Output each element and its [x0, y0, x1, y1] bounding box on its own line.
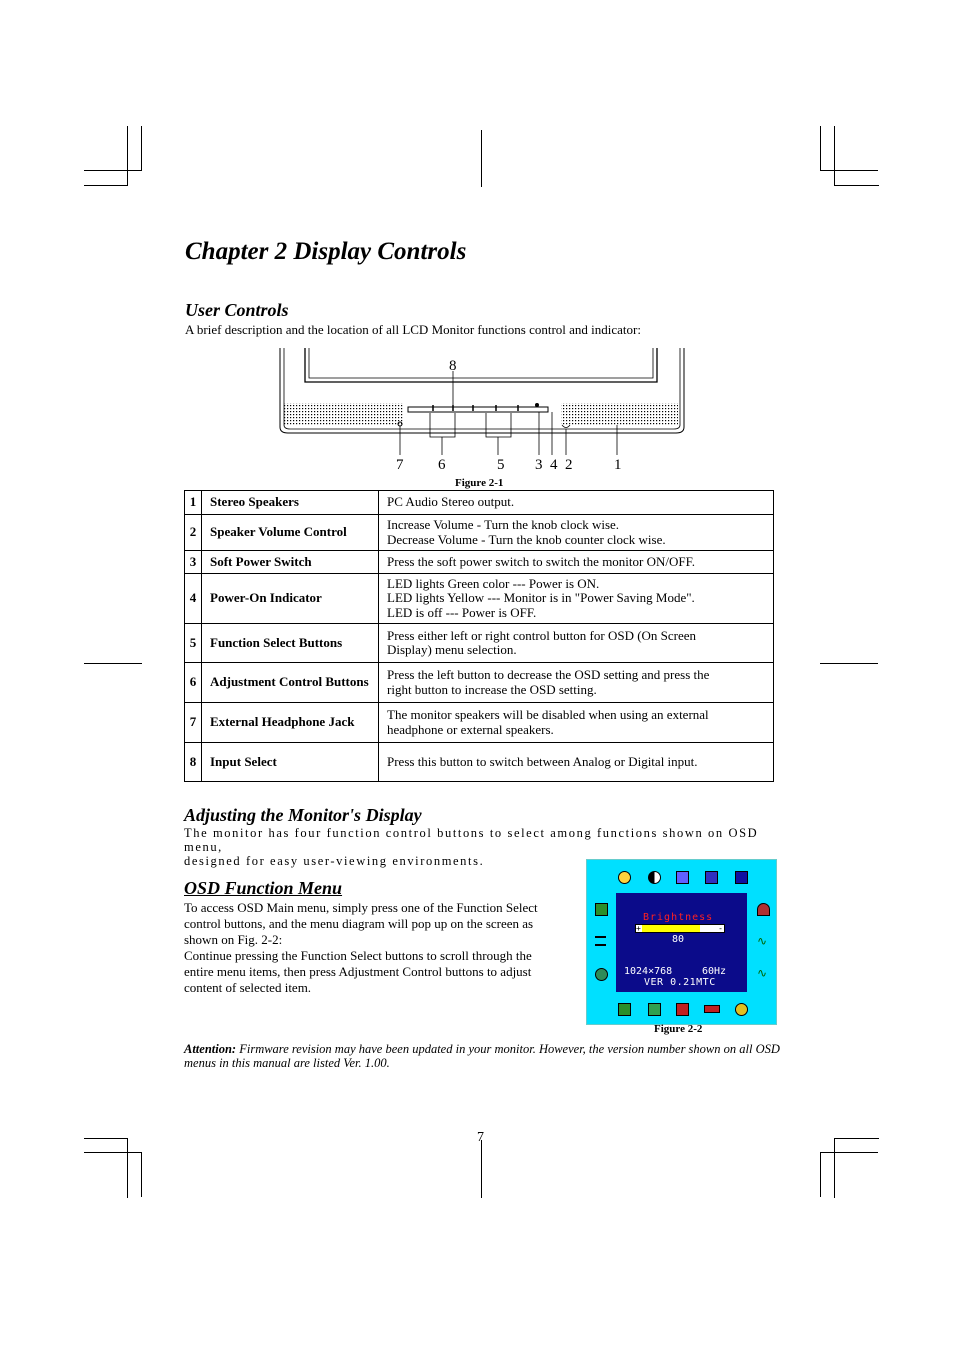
chapter-title: Chapter 2 Display Controls: [185, 238, 467, 265]
user-controls-intro: A brief description and the location of all LCD Monitor functions control and indicator:: [185, 322, 641, 337]
osd-level-bar: [635, 924, 725, 933]
table-row: 5 Function Select Buttons Press either left or right control button for OSD (On Screen Display) menu selection.: [185, 624, 774, 663]
controls-table: [184, 490, 774, 782]
attention-text: Firmware revision may have been updated in your monitor. However, the version number shown on all OSD menus in this manual are listed Ver. 1.00.: [184, 1042, 780, 1070]
callout-7: 7: [396, 457, 404, 473]
table-row: 2 Speaker Volume Control Increase Volume - Turn the knob clock wise. Decrease Volume - Turn the knob counter clock wise.: [185, 515, 774, 551]
adjusting-text: The monitor has four function control buttons to select among functions shown on OSD menu, designed for easy user-viewing environments.: [184, 826, 759, 868]
phase-icon: [595, 936, 606, 946]
callout-1: 1: [614, 457, 622, 473]
monitor-front-panel-diagram: [278, 345, 686, 477]
osd-version: VER 0.21MTC: [644, 977, 716, 988]
callout-3: 3: [535, 457, 543, 473]
osd-screen: [616, 893, 747, 992]
callout-5: 5: [497, 457, 505, 473]
volume-up-icon: ∿: [757, 934, 768, 948]
table-row: 7 External Headphone Jack The monitor speakers will be disabled when using an external headphone or external speakers.: [185, 703, 774, 743]
osd-menu-figure: [586, 859, 777, 1025]
contrast-icon: [648, 871, 661, 884]
osd-resolution: 1024×768: [624, 966, 673, 977]
table-row: 8 Input Select Press this button to switch between Analog or Digital input.: [185, 743, 774, 782]
osd-menu-heading: OSD Function Menu: [184, 878, 343, 898]
attention-label: Attention:: [184, 1042, 237, 1056]
figure-2-2-caption: Figure 2-2: [654, 1023, 703, 1035]
language-icon: [595, 968, 608, 981]
auto-adjust-icon: [595, 903, 608, 916]
callout-6: 6: [438, 457, 446, 473]
osd-level-fill: [642, 925, 700, 932]
user-controls-heading: User Controls: [185, 300, 289, 320]
adjusting-heading: Adjusting the Monitor's Display: [184, 805, 422, 825]
v-position-icon: [705, 871, 718, 884]
color-icon: [757, 903, 770, 916]
osd-value: 80: [672, 934, 685, 945]
figure-2-1-caption: Figure 2-1: [455, 477, 504, 489]
osd-plus-sign: +: [636, 924, 641, 933]
osd-menu-text: To access OSD Main menu, simply press one of the Function Select control buttons, and the menu diagram will pop up on the screen as shown on Fig. 2-2: Continue pressing the Function Select buttons to scroll through the entire menu items, then press Adjustment Control buttons to adjust content of selected item.: [184, 900, 538, 995]
exit-icon: [735, 1003, 748, 1016]
attention-note: [184, 1042, 784, 1070]
osd-position-icon: [648, 1003, 661, 1016]
callout-4: 4: [550, 457, 558, 473]
volume-down-icon: ∿: [757, 966, 768, 980]
h-position-icon: [676, 871, 689, 884]
input-select-icon: [676, 1003, 689, 1016]
table-row: 6 Adjustment Control Buttons Press the left button to decrease the OSD setting and press the right button to increase the OSD setting.: [185, 663, 774, 703]
recall-icon: [618, 1003, 631, 1016]
osd-frequency: 60Hz: [702, 966, 727, 977]
table-row: 4 Power-On Indicator LED lights Green color --- Power is ON. LED lights Yellow --- Monitor is in "Power Saving Mode". LED is off --- Power is OFF.: [185, 574, 774, 624]
callout-2: 2: [565, 457, 573, 473]
table-row: 1 Stereo Speakers PC Audio Stereo output.: [185, 491, 774, 515]
table-row: 3 Soft Power Switch Press the soft power switch to switch the monitor ON/OFF.: [185, 551, 774, 574]
osd-timer-icon: [704, 1005, 720, 1013]
brightness-icon: [618, 871, 631, 884]
size-icon: [735, 871, 748, 884]
osd-item-label: Brightness: [643, 912, 714, 923]
callout-8: 8: [449, 358, 457, 374]
page-number: 7: [477, 1130, 484, 1145]
osd-minus-sign: -: [718, 924, 723, 933]
